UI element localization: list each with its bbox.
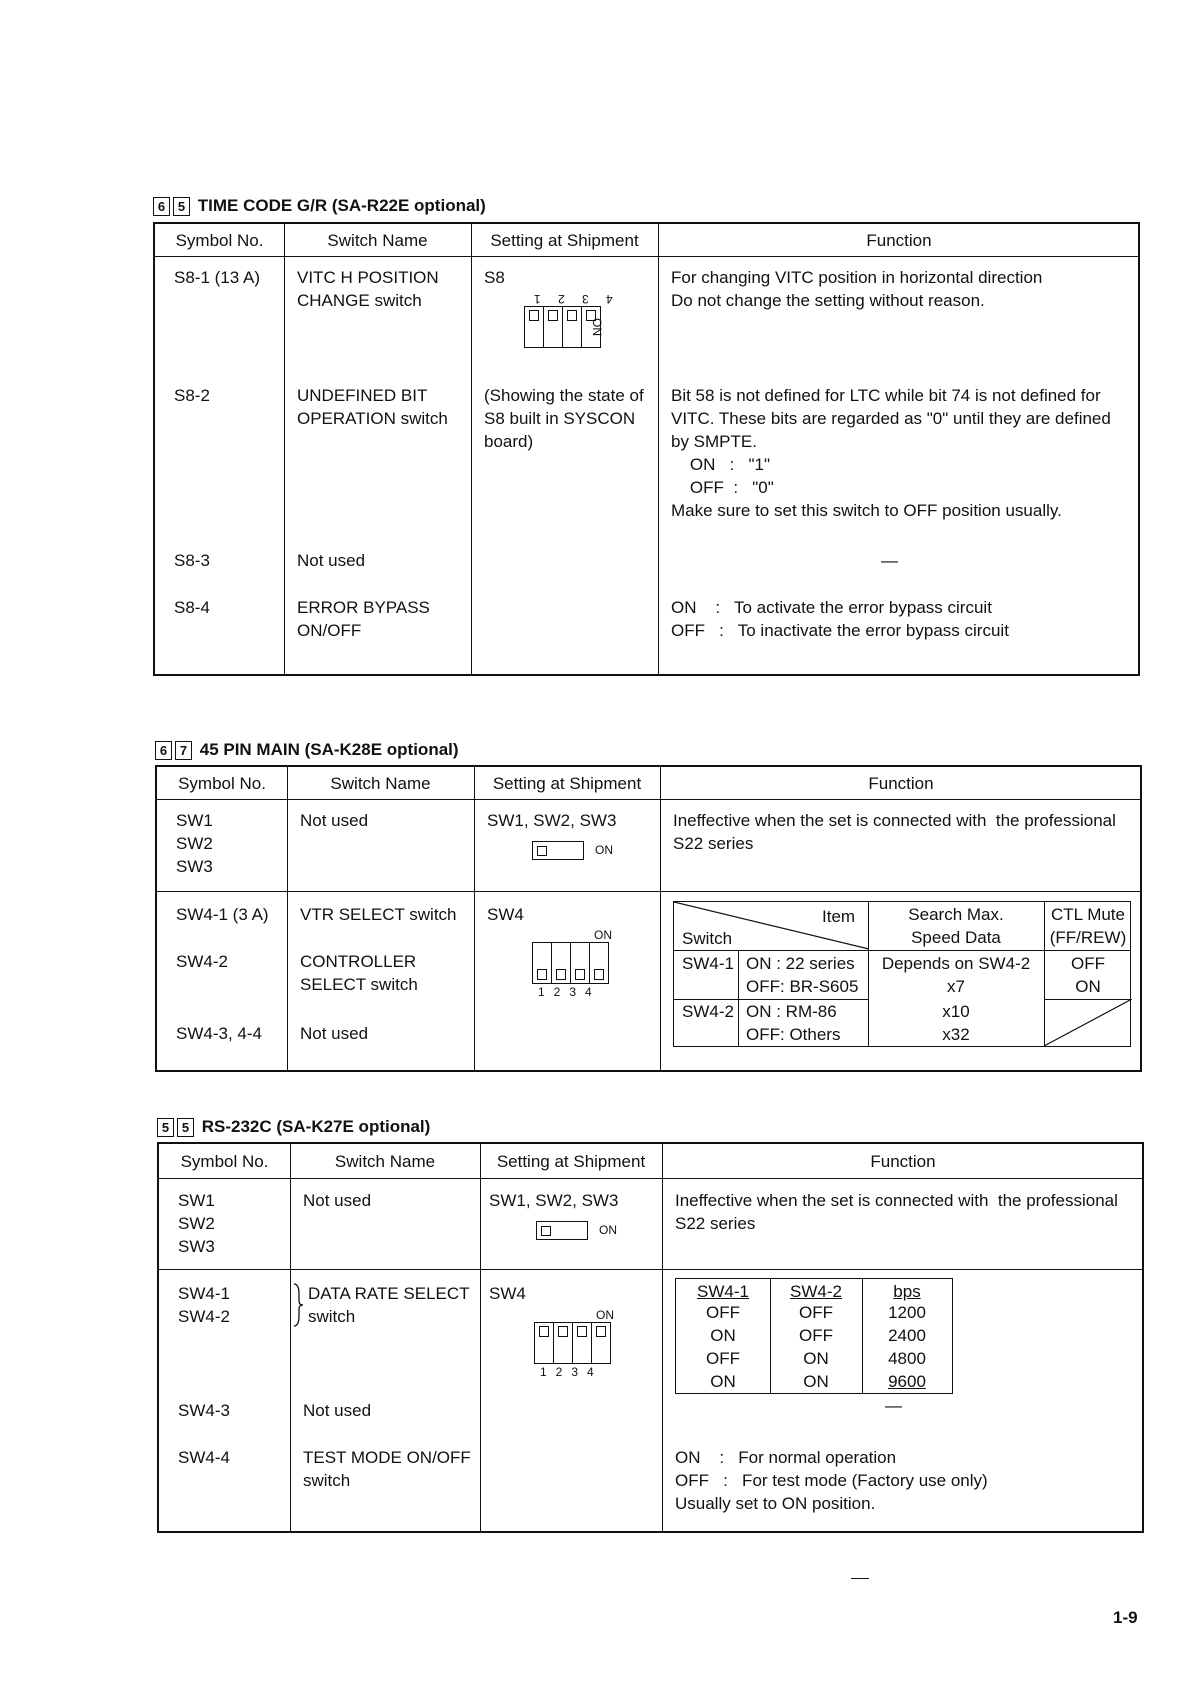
bps-cell: 2400: [888, 1326, 926, 1345]
section-number-box: 6: [153, 197, 170, 216]
symbol-cell: SW4-1 SW4-2: [178, 1284, 230, 1326]
section-title-time-code: [153, 196, 486, 216]
bps-cell: ON: [803, 1372, 829, 1391]
slide-switch-diagram: [532, 841, 584, 860]
header-function: Function: [870, 1152, 936, 1171]
switch-name-cell: Not used: [303, 1191, 372, 1210]
sub-header-switch: Switch: [682, 929, 733, 948]
header-symbol: Symbol No.: [180, 1152, 269, 1171]
section-title-45-pin: [155, 740, 459, 760]
symbol-cell: SW4-3, 4-4: [176, 1024, 262, 1043]
45-pin-main-table: [155, 765, 1142, 1072]
page-number: 1-9: [1113, 1608, 1138, 1627]
sub-ctl-cell: OFF: [1071, 954, 1105, 973]
symbol-cell: S8-4: [174, 598, 210, 617]
setting-cell: SW4: [489, 1284, 526, 1303]
sub-item-cell: OFF: Others: [746, 1025, 841, 1044]
bps-cell: OFF: [799, 1303, 833, 1322]
sub-header-search: Search Max. Speed Data: [908, 905, 1004, 947]
slide-switch-on-label: ON: [595, 843, 613, 857]
function-cell: —: [881, 551, 898, 570]
bps-cell: OFF: [706, 1349, 740, 1368]
sub-search-cell: x32: [942, 1025, 970, 1044]
dip-numbers: 1234: [540, 1365, 603, 1379]
bps-cell: ON: [710, 1326, 736, 1345]
dip-on-label: ON: [594, 928, 612, 942]
symbol-cell: SW4-3: [178, 1401, 230, 1420]
header-symbol: Symbol No.: [175, 231, 264, 250]
function-cell: Ineffective when the set is connected with the professional S22 series: [675, 1191, 1118, 1233]
setting-cell: SW1, SW2, SW3: [489, 1191, 619, 1210]
slide-switch-on-label: ON: [599, 1223, 617, 1237]
symbol-cell: SW4-2: [176, 952, 228, 971]
header-switch-name: Switch Name: [334, 1152, 436, 1171]
bps-cell: 9600: [888, 1372, 926, 1391]
dip-on-label: ON: [596, 1308, 614, 1322]
sub-item-cell: OFF: BR-S605: [746, 977, 859, 996]
section-number-box: 6: [155, 741, 172, 760]
section-title-text: RS-232C (SA-K27E optional): [201, 1117, 431, 1136]
header-switch-name: Switch Name: [327, 231, 428, 250]
sub-switch-cell: SW4-1: [682, 954, 734, 973]
sw4-dip-switch-diagram: [532, 942, 609, 984]
brace-icon: [291, 1282, 305, 1328]
bps-header: SW4-2: [790, 1282, 842, 1301]
switch-name-cell: UNDEFINED BIT OPERATION switch: [297, 386, 448, 428]
section-number-box: 5: [177, 1118, 194, 1137]
switch-name-cell: CONTROLLER SELECT switch: [300, 952, 418, 994]
sub-item-cell: ON : RM-86: [746, 1002, 837, 1021]
switch-name-cell: ERROR BYPASS ON/OFF: [297, 598, 430, 640]
symbol-cell: SW1 SW2 SW3: [176, 811, 213, 876]
slide-switch-diagram: [536, 1221, 588, 1240]
sub-ctl-cell: ON: [1075, 977, 1101, 996]
setting-cell: SW1, SW2, SW3: [487, 811, 617, 830]
switch-name-cell: VTR SELECT switch: [300, 905, 457, 924]
bps-subtable: [675, 1278, 953, 1394]
symbol-cell: S8-1 (13 A): [174, 268, 260, 287]
sw4-function-subtable: [673, 901, 1131, 1047]
section-number-box: 7: [175, 741, 192, 760]
diagonal-slash: [1044, 999, 1132, 1046]
switch-name-cell: Not used: [297, 551, 366, 570]
bps-cell: ON: [803, 1349, 829, 1368]
header-setting: Setting at Shipment: [496, 1152, 646, 1171]
time-code-table: [153, 222, 1140, 676]
setting-cell: SW4: [487, 905, 524, 924]
switch-name-cell: DATA RATE SELECT switch: [308, 1284, 470, 1326]
sub-switch-cell: SW4-2: [682, 1002, 734, 1021]
bps-cell: 4800: [888, 1349, 926, 1368]
dip-numbers: 1234: [538, 985, 601, 999]
sub-item-cell: ON : 22 series: [746, 954, 855, 973]
stray-dash: [851, 1578, 869, 1579]
switch-name-cell: TEST MODE ON/OFF switch: [303, 1448, 471, 1490]
switch-name-cell: Not used: [300, 1024, 369, 1043]
sub-header-ctl: CTL Mute (FF/REW): [1049, 905, 1127, 947]
symbol-cell: SW1 SW2 SW3: [178, 1191, 215, 1256]
sw4-dip-switch-diagram: [534, 1322, 611, 1364]
sub-search-cell: x7: [947, 977, 965, 996]
symbol-cell: S8-2: [174, 386, 210, 405]
function-cell: —: [885, 1396, 902, 1415]
bps-cell: OFF: [706, 1303, 740, 1322]
function-cell: Ineffective when the set is connected with the professional S22 series: [673, 811, 1116, 853]
bps-cell: OFF: [799, 1326, 833, 1345]
function-cell: For changing VITC position in horizontal direction Do not change the setting without reason.: [671, 268, 1043, 310]
header-switch-name: Switch Name: [330, 774, 431, 793]
dip-on-label: ON: [590, 318, 604, 336]
bps-header: SW4-1: [697, 1282, 749, 1301]
switch-name-cell: VITC H POSITION CHANGE switch: [297, 268, 439, 310]
symbol-cell: SW4-1 (3 A): [176, 905, 269, 924]
header-function: Function: [866, 231, 932, 250]
switch-name-cell: Not used: [300, 811, 369, 830]
sub-header-item: Item: [822, 907, 856, 926]
setting-cell: S8: [484, 268, 505, 287]
dip-numbers: 4 3 2 1: [527, 292, 613, 306]
section-number-box: 5: [173, 197, 190, 216]
bps-header: bps: [893, 1282, 921, 1301]
header-setting: Setting at Shipment: [492, 774, 642, 793]
function-cell: ON : For normal operation OFF : For test mode (Factory use only) Usually set to ON position.: [675, 1448, 988, 1513]
header-symbol: Symbol No.: [178, 774, 266, 793]
sub-search-cell: Depends on SW4-2: [881, 954, 1031, 973]
setting-cell: (Showing the state of S8 built in SYSCON board): [484, 386, 644, 451]
section-number-box: 5: [157, 1118, 174, 1137]
section-title-text: 45 PIN MAIN (SA-K28E optional): [199, 740, 459, 759]
sub-search-cell: x10: [942, 1002, 970, 1021]
bps-cell: 1200: [888, 1303, 926, 1322]
function-cell: Bit 58 is not defined for LTC while bit 74 is not defined for VITC. These bits are regarded as "0" until they are defined by SMPTE. ON : "1" OFF : "0" Make sure to set this switch to OFF position usually.: [671, 386, 1111, 520]
section-title-rs232c: [157, 1117, 430, 1137]
symbol-cell: S8-3: [174, 551, 210, 570]
header-setting: Setting at Shipment: [490, 231, 639, 250]
section-title-text: TIME CODE G/R (SA-R22E optional): [197, 196, 486, 215]
header-function: Function: [868, 774, 934, 793]
symbol-cell: SW4-4: [178, 1448, 230, 1467]
bps-cell: ON: [710, 1372, 736, 1391]
rs232c-table: [157, 1142, 1144, 1533]
switch-name-cell: Not used: [303, 1401, 372, 1420]
function-cell: ON : To activate the error bypass circuit OFF : To inactivate the error bypass circuit: [671, 598, 1009, 640]
